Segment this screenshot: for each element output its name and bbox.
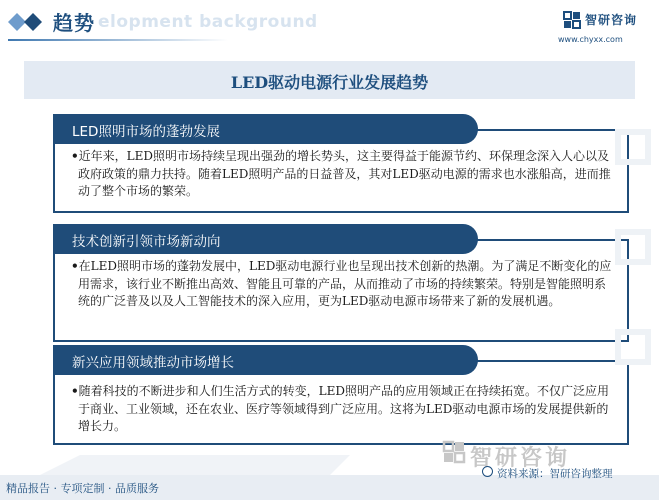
section-heading: 新兴应用领域推动市场增长 (72, 355, 234, 371)
source-icon (482, 466, 493, 477)
bullet-icon: • (71, 259, 79, 273)
trend-section-1 (53, 114, 629, 213)
section-title: 趋势 (53, 11, 95, 35)
watermark-logo-icon (604, 112, 659, 442)
section-text: 在LED照明市场的蓬勃发展中，LED驱动电源行业也呈现出技术创新的热潮。为了满足不断变化的应用需求，该行业不断推出高效、智能且可靠的产品，从而推动了市场的持续繁荣。特别是智能照明系统的广泛普及以及人工智能技术的深入应用，更为LED驱动电源市场带来了新的发展机遇。 (78, 259, 612, 308)
brand-url: www.chyxx.com (558, 35, 623, 44)
section-text: 近年来，LED照明市场持续呈现出强劲的增长势头，这主要得益于能源节约、环保理念深入人心以及政府政策的鼎力扶持。随着LED照明产品的日益普及，其对LED驱动电源的需求也水涨船高，进而推动了整个市场的繁荣。 (78, 149, 611, 198)
main-title-banner (24, 61, 635, 99)
section-header (53, 224, 478, 254)
brand-logo-icon (563, 11, 581, 29)
trend-section-2 (53, 224, 629, 342)
section-heading: LED照明市场的蓬勃发展 (72, 124, 220, 140)
footer-services-text: 精品报告 · 专项定制 · 品质服务 (6, 482, 159, 495)
diamond-icon (8, 13, 48, 31)
section-box (53, 239, 629, 342)
section-header (53, 345, 478, 375)
header-divider (8, 39, 228, 41)
page-header (0, 0, 659, 46)
footer-watermark-text: 智研咨询 (470, 446, 571, 471)
header-watermark-text: elopment background (98, 12, 318, 32)
section-body (71, 383, 613, 436)
main-title: LED驱动电源行业发展趋势 (230, 73, 429, 92)
bullet-icon: • (71, 149, 79, 163)
section-body (71, 148, 613, 201)
section-heading: 技术创新引领市场新动向 (72, 234, 221, 250)
bullet-icon: • (71, 384, 79, 398)
section-header (53, 114, 478, 144)
section-body (71, 258, 613, 311)
section-text: 随着科技的不断进步和人们生活方式的转变，LED照明产品的应用领域正在持续拓宽。不仅广泛应用于商业、工业领域，还在农业、医疗等领域得到广泛应用。这将为LED驱动电源市场的发展提供新的增长力。 (78, 384, 610, 433)
trend-section-3 (53, 345, 629, 445)
brand-name: 智研咨询 (585, 13, 638, 27)
watermark-logo-icon (442, 440, 466, 464)
source-note: 资料来源：智研咨询整理 (497, 468, 613, 480)
